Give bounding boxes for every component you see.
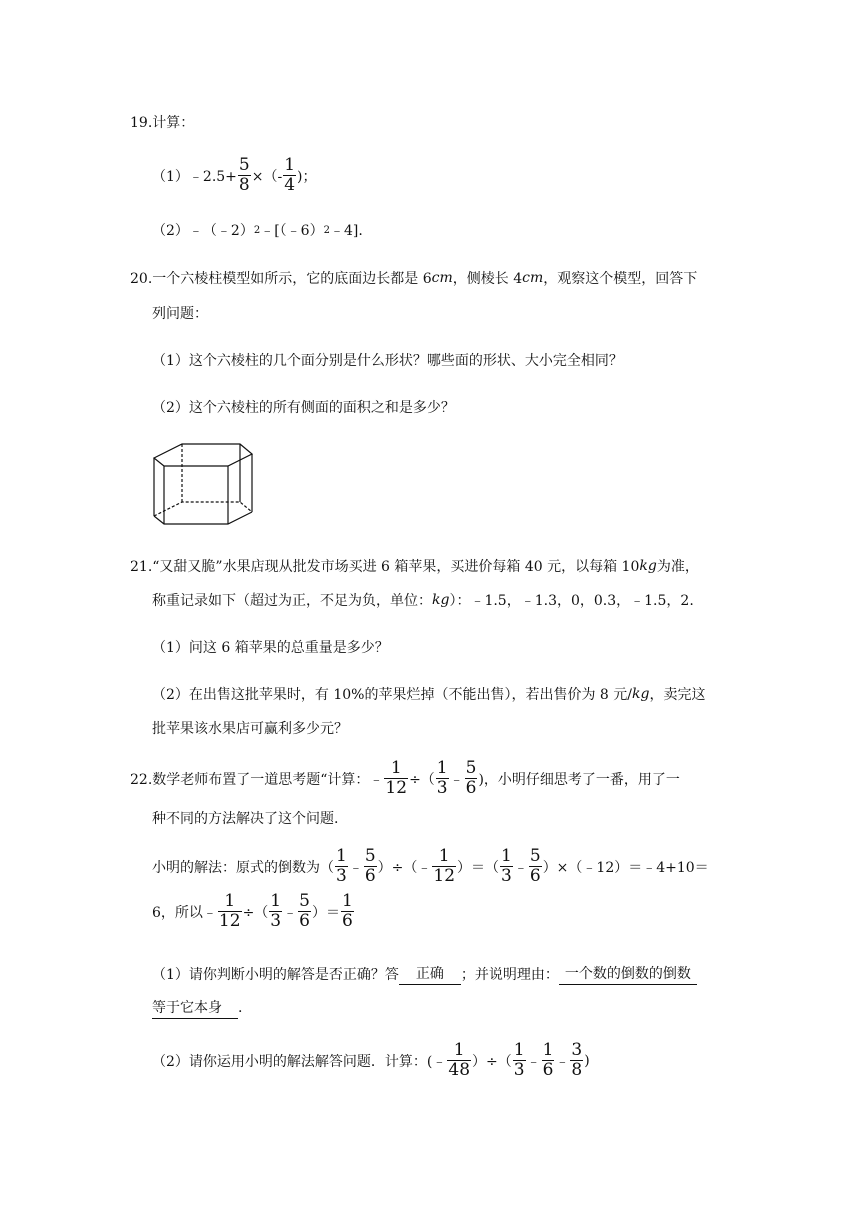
- q22-line1-frac3: $\frac{5}{6}$: [465, 758, 477, 798]
- q21-sub2-b: ，卖完这: [649, 687, 706, 703]
- q22-line1-minus: ﹣: [449, 771, 464, 788]
- q19-p2-sup2: 2: [323, 224, 330, 236]
- q21-line1-b: 为准，: [656, 559, 699, 575]
- q19-p2-a: （2）﹣（﹣2）: [152, 223, 254, 239]
- q20-line1: [130, 268, 697, 288]
- q22-sol2-frac2: $\frac{1}{3}$: [270, 891, 282, 931]
- q22-sol2-eq: ）＝: [311, 904, 340, 921]
- q21-sub2-a: （2）在出售这批苹果时，有 10%的苹果烂掉（不能出售），若出售价为 8 元/: [152, 687, 632, 703]
- q22-line1-frac1: $\frac{1}{12}$: [385, 758, 408, 798]
- q21-line2-a: 称重记录如下（超过为正，不足为负，单位：: [152, 593, 432, 609]
- q21-line2-b: ）：﹣1.5，﹣1.3，0，0.3，﹣1.5，2.: [449, 593, 694, 609]
- q22-sol-d: ）×（﹣12）＝﹣4+10＝: [542, 859, 709, 876]
- q22-line1-frac2: $\frac{1}{3}$: [436, 758, 448, 798]
- q19-part2: [152, 220, 363, 240]
- q21-line1: [130, 556, 699, 576]
- q22-sub1-b: ；并说明理由：: [460, 967, 559, 983]
- q21-unit-kg2: kg: [432, 592, 450, 608]
- q19-p1-times: ×（-: [251, 168, 283, 185]
- q22-sub1-reason2: 等于它本身: [152, 997, 238, 1019]
- q22-line2-text: 种不同的方法解决了这个问题.: [152, 811, 339, 827]
- q22-sub1-line2: [152, 997, 242, 1019]
- q22-sub2-frac1: $\frac{1}{48}$: [448, 1040, 471, 1080]
- q20-unit-cm1: cm: [431, 270, 453, 286]
- q20-line2: [152, 303, 208, 323]
- q22-sub2: [152, 1042, 590, 1079]
- q19-p1-frac2: $\frac{1}{4}$: [284, 155, 296, 195]
- q20-line1-b: ，侧棱长 4: [452, 271, 523, 287]
- q19-p2-mid: ﹣[（﹣6）: [260, 223, 324, 239]
- q22-sub2-frac2: $\frac{1}{3}$: [513, 1040, 525, 1080]
- q22-line1-a: 22.数学老师布置了一道思考题“计算：﹣: [130, 771, 384, 788]
- q20-sub1-text: （1）这个六棱柱的几个面分别是什么形状？哪些面的形状、大小完全相同？: [152, 353, 623, 369]
- q21-sub2-line2-text: 批苹果该水果店可赢利多少元？: [152, 721, 348, 737]
- q22-line1-div: ÷（: [409, 771, 435, 788]
- q22-solution-line1: [152, 848, 709, 885]
- q20-sub2: [152, 397, 455, 417]
- hexagonal-prism-figure: [146, 436, 258, 532]
- q22-sub2-m2: ﹣: [555, 1053, 570, 1070]
- q21-unit-kg3: kg: [632, 686, 650, 702]
- q19-p1-end: )；: [297, 168, 317, 185]
- q19-p1-label: （1）: [152, 168, 189, 185]
- q19-part1: [152, 157, 317, 194]
- q22-sub2-end: ): [584, 1052, 590, 1069]
- q21-sub1: [152, 637, 389, 657]
- q22-sub2-a: （2）请你运用小明的解法解答问题．计算：(﹣: [152, 1053, 447, 1070]
- q22-sub1: [152, 963, 697, 985]
- q22-sol2-frac1: $\frac{1}{12}$: [218, 891, 241, 931]
- q22-sub1-answer: 正确: [399, 963, 461, 985]
- q22-sol2-frac4: $\frac{1}{6}$: [341, 891, 353, 931]
- q20-line2-text: 列问题：: [152, 306, 208, 322]
- q22-sol-minus2: ﹣: [513, 859, 528, 876]
- q22-sub1-reason1: 一个数的倒数的倒数: [559, 963, 697, 985]
- q22-sol2-minus: ﹣: [283, 904, 298, 921]
- q22-sol-minus1: ﹣: [348, 859, 363, 876]
- q22-sub2-b: ）÷（: [472, 1053, 512, 1070]
- q19-p1-frac1: $\frac{5}{8}$: [238, 155, 250, 195]
- q20-sub1: [152, 350, 623, 370]
- q22-line2: [152, 808, 338, 828]
- q20-line1-c: ，观察这个模型，回答下: [543, 271, 698, 287]
- q22-sub1-a: （1）请你判断小明的解答是否正确？答: [152, 967, 399, 983]
- q22-sub1-end: .: [238, 1000, 243, 1016]
- q22-sol-a: 小明的解法：原式的倒数为（: [152, 859, 334, 876]
- q22-sol-frac5: $\frac{5}{6}$: [529, 846, 541, 886]
- q22-sub2-frac4: $\frac{3}{8}$: [571, 1040, 583, 1080]
- q22-sol-b: ）÷（﹣: [377, 859, 432, 876]
- q22-line1-b: )，小明仔细思考了一番，用了一: [478, 771, 680, 788]
- q22-sol-frac1: $\frac{1}{3}$: [336, 846, 347, 886]
- q22-solution-line2: [152, 893, 355, 930]
- q22-sub2-m1: ﹣: [526, 1053, 541, 1070]
- q19-title-text: 19.计算：: [130, 115, 195, 131]
- q20-unit-cm2: cm: [522, 270, 544, 286]
- q19-p2-sup1: 2: [253, 224, 261, 236]
- q22-sub2-frac3: $\frac{1}{6}$: [542, 1040, 554, 1080]
- q19-p2-end: ﹣4].: [329, 223, 363, 239]
- q22-line1: [130, 760, 680, 797]
- q20-sub2-text: （2）这个六棱柱的所有侧面的面积之和是多少？: [152, 400, 455, 416]
- q21-unit-kg1: kg: [639, 558, 657, 574]
- q19-p1-a: ﹣2.5+: [188, 168, 237, 185]
- q21-sub1-text: （1）问这 6 箱苹果的总重量是多少？: [152, 640, 389, 656]
- q21-line1-a: 21.“又甜又脆”水果店现从批发市场买进 6 箱苹果，买进价每箱 40 元，以每箱 10: [130, 559, 640, 575]
- q21-sub2: [152, 684, 705, 704]
- q22-sol-c: ）＝（: [457, 859, 500, 876]
- q22-sol-frac2: $\frac{5}{6}$: [364, 846, 376, 886]
- q22-sol2-frac3: $\frac{5}{6}$: [299, 891, 310, 931]
- q20-line1-a: 20.一个六棱柱模型如所示，它的底面边长都是 6: [130, 271, 432, 287]
- q21-sub2-line2: [152, 718, 348, 738]
- q22-sol2-div: ÷（: [242, 904, 269, 921]
- q22-sol2-a: 6，所以﹣: [152, 904, 217, 921]
- q19-title: [130, 112, 194, 132]
- q21-line2: [152, 590, 694, 610]
- q22-sol-frac4: $\frac{1}{3}$: [501, 846, 512, 886]
- q22-sol-frac3: $\frac{1}{12}$: [433, 846, 456, 886]
